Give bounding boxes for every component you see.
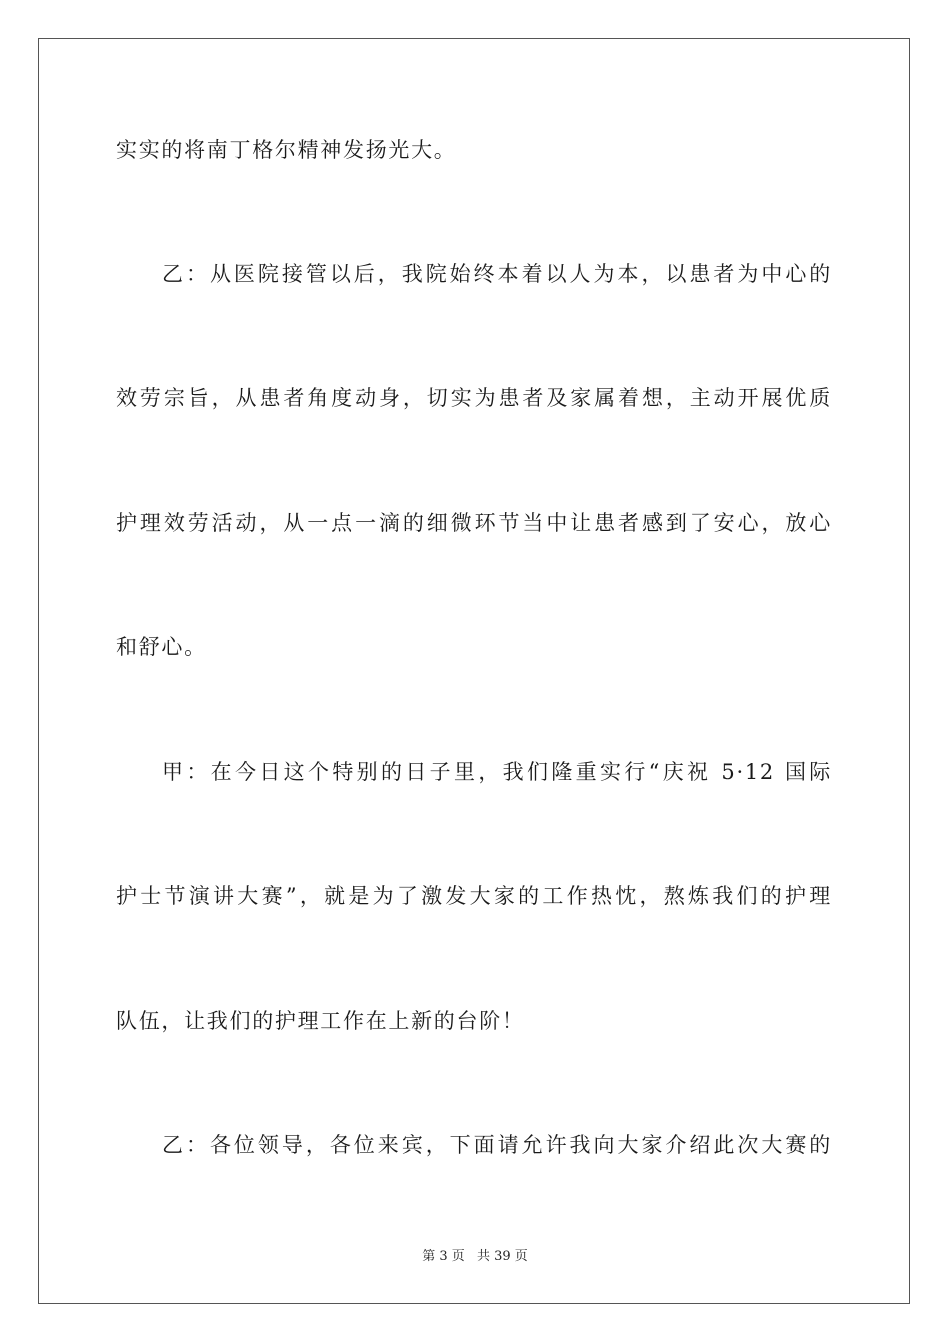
page-number: 第 3 页 — [422, 1249, 465, 1264]
page-footer — [0, 1248, 950, 1266]
text-line-7: 护士节演讲大赛”，就是为了激发大家的工作热忱，熬炼我们的护理 — [116, 884, 832, 908]
text-line-4: 护理效劳活动，从一点一滴的细微环节当中让患者感到了安心，放心 — [116, 511, 832, 535]
text-line-8: 队伍，让我们的护理工作在上新的台阶！ — [116, 1009, 525, 1033]
page-total: 共 39 页 — [476, 1249, 528, 1264]
text-line-3: 效劳宗旨，从患者角度动身，切实为患者及家属着想，主动开展优质 — [116, 386, 832, 410]
page-border — [38, 38, 910, 1304]
text-line-9: 乙：各位领导，各位来宾，下面请允许我向大家介绍此次大赛的 — [162, 1133, 832, 1157]
text-line-6: 甲：在今日这个特别的日子里，我们隆重实行“庆祝 5·12 国际 — [162, 760, 832, 784]
text-line-5: 和舒心。 — [116, 635, 207, 659]
text-line-1: 实实的将南丁格尔精神发扬光大。 — [116, 138, 457, 162]
text-line-2: 乙：从医院接管以后，我院始终本着以人为本，以患者为中心的 — [162, 262, 832, 286]
